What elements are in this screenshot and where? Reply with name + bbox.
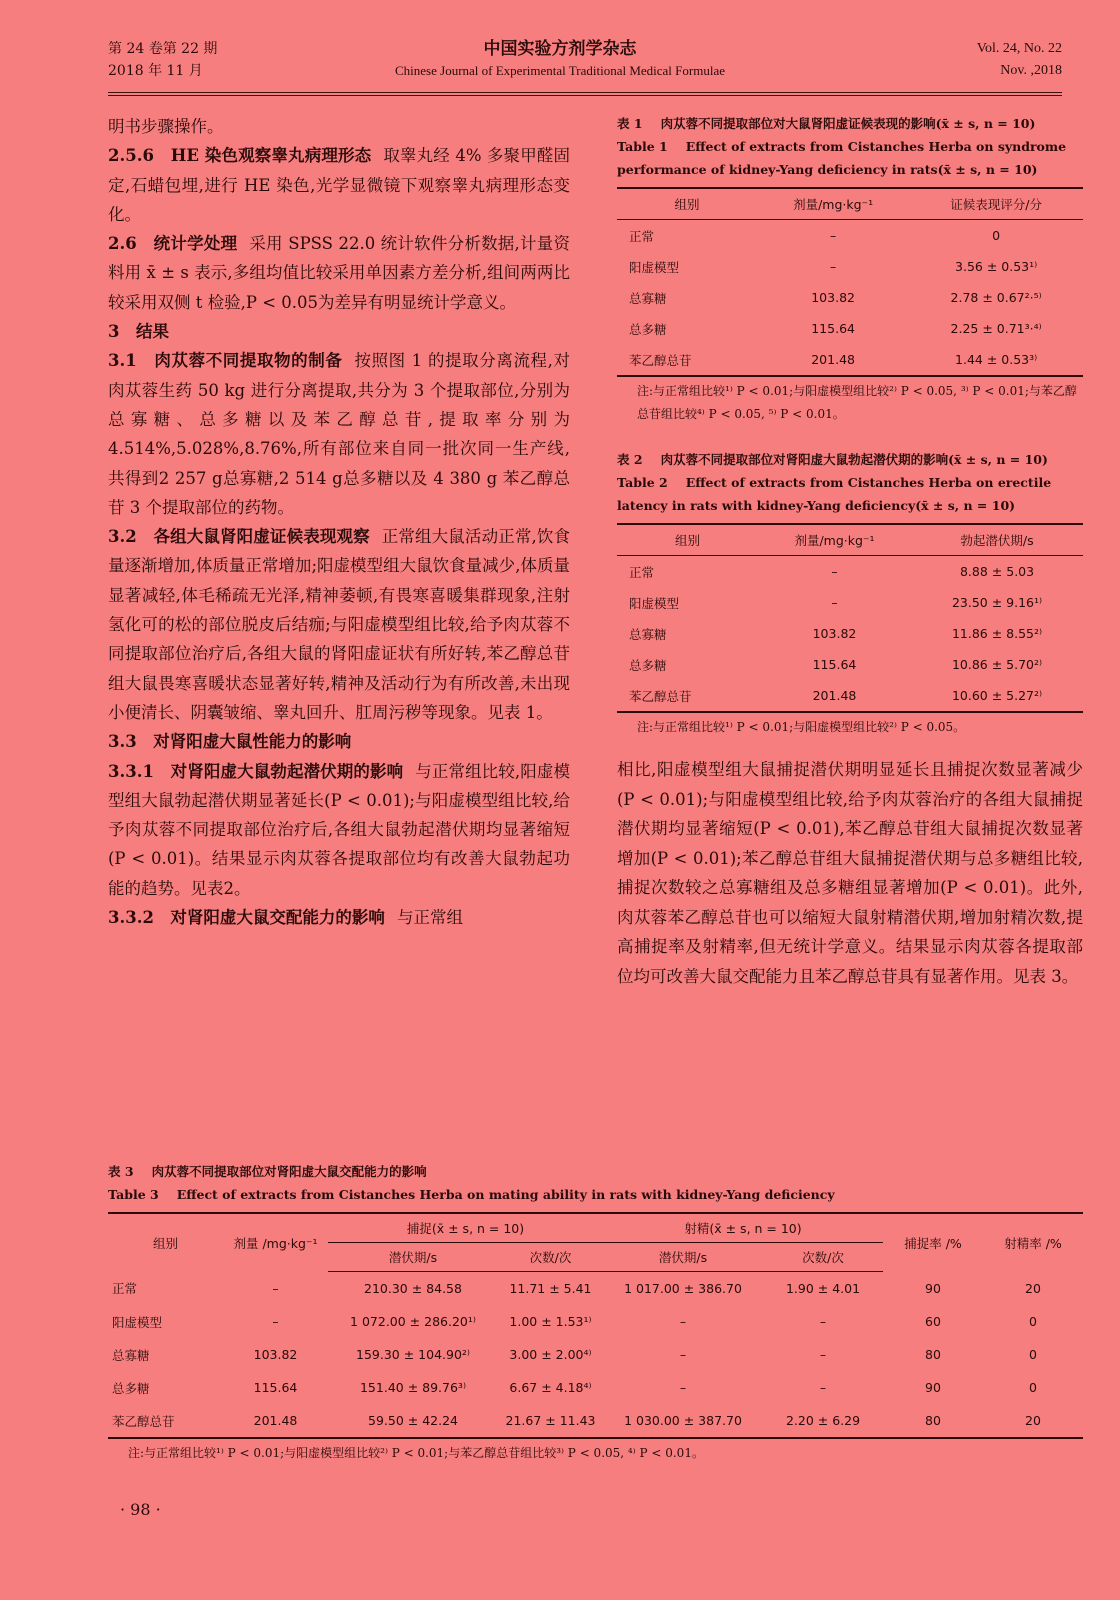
table-cell: 8.88 ± 5.03 [959,564,1035,579]
table-cell: – [829,228,837,243]
table-row [617,680,1083,712]
table-header: 捕捉(x̄ ± s, n = 10) [328,1213,603,1243]
header-center [260,38,860,82]
section-3-3-heading: 3.3 对肾阳虚大鼠性能力的影响 [108,732,352,752]
header-left [108,38,217,82]
table3-caption-en [108,1183,1083,1206]
section-text: 按照图 1 的提取分离流程,对肉苁蓉生药 50 kg 进行分离提取,共分为 3 个提取部位,分别为总寡糖、总多糖以及苯乙醇总苷,提取率分别为 4.514%,5.028%,8.76%,所有部位来自同一批次同一生产线,共得到2 257 g总寡糖,2 514 g总多糖以及 4 380 g 苯乙醇总苷 3 个提取部位的药物。 [108,351,570,517]
table3-note: 注:与正常组比较¹⁾ P < 0.01;与阳虚模型组比较²⁾ P < 0.01;与苯乙醇总苷组比较³⁾ P < 0.05, ⁴⁾ P < 0.01。 [128,1446,704,1460]
table-header: 组别 [617,188,757,220]
table2-number-en: Table 2 [617,475,668,490]
table-cell: 80 [883,1404,983,1438]
table-header: 次数/次 [763,1243,883,1272]
table-cell: 11.86 ± 8.55²⁾ [951,626,1043,641]
table-cell: 苯乙醇总苷 [617,680,758,712]
table-cell: – [819,1314,827,1329]
table-row [617,251,1083,282]
table-cell: 苯乙醇总苷 [108,1404,223,1438]
table-cell: 总多糖 [629,321,667,337]
table-cell: 201.48 [757,344,909,376]
table-header: 次数/次 [498,1243,603,1272]
section-heading: 3.2 各组大鼠肾阳虚证候表现观察 [108,527,370,547]
table-cell: 151.40 ± 89.76³⁾ [359,1380,467,1395]
table1-caption-en [617,135,1083,181]
table-header: 潜伏期/s [328,1243,498,1272]
table-header: 捕捉率 /% [883,1213,983,1272]
table3-number-cn: 表 3 [108,1164,134,1179]
section-3-heading: 3 结果 [108,322,169,342]
table-row [617,649,1083,680]
table-cell: 正常 [629,564,655,580]
table-cell: 80 [925,1347,941,1362]
paragraph: 明书步骤操作。 [108,117,224,136]
table-cell: 103.82 [812,626,857,641]
table-cell: 总寡糖 [629,626,667,642]
table-cell: – [831,595,838,610]
table-cell: – [829,259,837,274]
table3-caption-cn [108,1160,1083,1183]
table-row [617,618,1083,649]
table-cell: – [679,1380,687,1395]
table-cell: 115.64 [812,657,857,672]
table-cell: 总多糖 [629,657,667,673]
left-column [108,112,570,932]
date-cn: 2018 年 11 月 [108,63,203,79]
table-cell: 2.78 ± 0.67²·⁵⁾ [950,290,1042,305]
section-heading: 3.1 肉苁蓉不同提取物的制备 [108,351,343,371]
table-cell: – [831,564,838,579]
table-cell: 0 [1029,1347,1037,1362]
right-column [617,112,1083,991]
table-cell: 201.48 [223,1404,328,1438]
section-heading: 2.6 统计学处理 [108,234,238,254]
table-cell: 阳虚模型 [629,259,680,275]
table-cell: – [819,1347,827,1362]
table-cell: 115.64 [811,321,855,336]
table3-block [108,1160,1083,1465]
table2-caption-cn [617,448,1083,471]
table-row [108,1272,1083,1306]
table-cell: 阳虚模型 [629,595,680,611]
table-header: 剂量/mg·kg⁻¹ [757,188,909,220]
table-cell: 正常 [112,1281,138,1297]
section-heading: 3.3.1 对肾阳虚大鼠勃起潜伏期的影响 [108,761,404,781]
table-cell: 21.67 ± 11.43 [498,1404,603,1438]
header-right [977,38,1062,82]
table-cell: 201.48 [758,680,911,712]
section-text: 正常组大鼠活动正常,饮食量逐渐增加,体质量正常增加;阳虚模型组大鼠饮食量减少,体质量显著减轻,体毛稀疏无光泽,精神萎顿,有畏寒喜暖集群现象,注射氢化可的松的部位脱皮后结痂;与阳虚模型组比较,给予肉苁蓉不同提取部位治疗后,各组大鼠的肾阳虚证状有所好转,苯乙醇总苷组大鼠畏寒喜暖状态显著好转,精神及活动行为有所改善,未出现小便清长、阴囊皱缩、睾丸回升、肛周污秽等现象。见表 1。 [108,527,570,722]
table-cell: 0 [992,228,1001,243]
volume-cn: 第 24 卷第 22 期 [108,41,218,57]
table-cell: 10.60 ± 5.27²⁾ [911,680,1083,712]
table-cell: 正常 [629,228,655,244]
table-cell: 1.44 ± 0.53³⁾ [909,344,1083,376]
table-row [108,1338,1083,1371]
table-cell: 11.71 ± 5.41 [509,1281,592,1296]
table-header: 勃起潜伏期/s [911,524,1083,556]
section-3-3-1 [108,757,570,903]
table2-caption-en [617,471,1083,517]
table-cell: 1 017.00 ± 386.70 [624,1281,742,1296]
header-rule [108,92,1062,93]
table-row [617,313,1083,344]
table2-note: 注:与正常组比较¹⁾ P < 0.01;与阳虚模型组比较²⁾ P < 0.05。 [637,720,966,734]
table-cell: 0 [1029,1314,1037,1329]
table-cell: 10.86 ± 5.70²⁾ [951,657,1043,672]
table2-title-cn: 肉苁蓉不同提取部位对肾阳虚大鼠勃起潜伏期的影响(x̄ ± s, n = 10) [660,452,1048,467]
table-cell: 23.50 ± 9.16¹⁾ [951,595,1043,610]
table-cell: 1.90 ± 4.01 [785,1281,861,1296]
table-header: 组别 [108,1213,223,1272]
table1-caption-cn [617,112,1083,135]
section-3-3-2 [108,903,570,932]
table-header: 剂量/mg·kg⁻¹ [758,524,911,556]
table2-title-en: Effect of extracts from Cistanches Herba on erectile latency in rats with kidney-Yang deficiency(x̄ ± s, n = 10) [617,475,1052,513]
table-cell: 总寡糖 [112,1347,150,1363]
section-text: 与正常组比较,阳虚模型组大鼠勃起潜伏期显著延长(P < 0.01);与阳虚模型组比较,给予肉苁蓉不同提取部位治疗后,各组大鼠勃起潜伏期均显著缩短(P < 0.01)。结果显示肉苁蓉各提取部位均有改善大鼠勃起功能的趋势。见表2。 [108,761,570,898]
section-text: 与正常组 [396,908,463,928]
date-en: Nov. ,2018 [1000,63,1062,78]
table2-number-cn: 表 2 [617,452,643,467]
journal-title-en: Chinese Journal of Experimental Traditional Medical Formulae [395,63,725,78]
table-row [617,344,1083,376]
section-3-1 [108,346,570,522]
table-cell: 159.30 ± 104.90²⁾ [356,1347,470,1362]
table3-title-en: Effect of extracts from Cistanches Herba on mating ability in rats with kidney-Yang deficiency [176,1187,835,1202]
section-heading: 2.5.6 HE 染色观察睾丸病理形态 [108,146,372,166]
section-2-6 [108,229,570,317]
table-cell: 6.67 ± 4.18⁴⁾ [509,1380,592,1395]
table-cell: 阳虚模型 [112,1314,163,1330]
table-cell: 3.56 ± 0.53¹⁾ [955,259,1038,274]
table-cell: 103.82 [811,290,855,305]
table-cell: – [679,1347,687,1362]
table-cell: 210.30 ± 84.58 [364,1281,462,1296]
table-row [108,1305,1083,1338]
table-cell: 0 [1029,1380,1037,1395]
table-cell: – [679,1314,687,1329]
table-cell: 20 [1025,1280,1041,1296]
table-cell: – [272,1280,279,1296]
table-cell: 103.82 [253,1347,298,1362]
volume-en: Vol. 24, No. 22 [976,41,1062,56]
table-cell: 60 [925,1314,941,1329]
table-row [617,556,1083,588]
section-text: 取睾丸经 4% 多聚甲醛固定,石蜡包埋,进行 HE 染色,光学显微镜下观察睾丸病理形态变化。 [108,146,570,224]
table1 [617,187,1083,377]
table-cell: 苯乙醇总苷 [617,344,757,376]
section-text: 采用 SPSS 22.0 统计软件分析数据,计量资料用 x̄ ± s 表示,多组均值比较采用单因素方差分析,组间两两比较采用双侧 t 检验,P < 0.05为差异有明显统计学意义。 [108,234,570,312]
table-header: 证候表现评分/分 [909,188,1083,220]
table-header: 射精(x̄ ± s, n = 10) [603,1213,883,1243]
table-row [108,1404,1083,1438]
table-cell: 3.00 ± 2.00⁴⁾ [509,1347,592,1362]
table-cell: 90 [925,1280,941,1296]
table-cell: 90 [925,1380,941,1395]
journal-title-cn: 中国实验方剂学杂志 [483,39,637,59]
right-paragraph: 相比,阳虚模型组大鼠捕捉潜伏期明显延长且捕捉次数显著减少(P < 0.01);与阳虚模型组比较,给予肉苁蓉治疗的各组大鼠捕捉潜伏期均显著缩短(P < 0.01),苯乙醇总苷组大鼠捕捉次数显著增加(P < 0.01);苯乙醇总苷组大鼠捕捉潜伏期与总多糖组比较,捕捉次数较之总寡糖组及总多糖组显著增加(P < 0.01)。此外,肉苁蓉苯乙醇总苷也可以缩短大鼠射精潜伏期,增加射精次数,提高捕捉率及射精率,但无统计学意义。结果显示肉苁蓉各提取部位均可改善大鼠交配能力且苯乙醇总苷具有显著作用。见表 3。 [617,760,1083,986]
table-header: 组别 [617,524,758,556]
table-cell: 1 030.00 ± 387.70 [603,1404,763,1438]
table-cell: 1 072.00 ± 286.20¹⁾ [350,1314,476,1329]
table-cell: 1.00 ± 1.53¹⁾ [509,1314,592,1329]
table3-title-cn: 肉苁蓉不同提取部位对肾阳虚大鼠交配能力的影响 [151,1164,427,1179]
table-cell: 2.20 ± 6.29 [763,1404,883,1438]
table-row [617,282,1083,313]
table-row [617,587,1083,618]
table-row [108,1371,1083,1404]
table-cell: 总多糖 [112,1380,150,1396]
page-number: · 98 · [120,1500,161,1519]
table-header: 射精率 /% [983,1213,1083,1272]
section-heading: 3.3.2 对肾阳虚大鼠交配能力的影响 [108,908,385,928]
table2 [617,523,1083,713]
section-3-2 [108,522,570,727]
table-header: 剂量 /mg·kg⁻¹ [223,1213,328,1272]
table-cell: 总寡糖 [629,290,667,306]
table1-title-en: Effect of extracts from Cistanches Herba on syndrome performance of kidney-Yang deficiency in rats(x̄ ± s, n = 10) [617,139,1067,177]
header-rule-thin [108,95,1062,96]
table3-number-en: Table 3 [108,1187,159,1202]
table-cell: 20 [983,1404,1083,1438]
section-2-5-6 [108,141,570,229]
table-cell: – [272,1314,279,1329]
table1-title-cn: 肉苁蓉不同提取部位对大鼠肾阳虚证候表现的影响(x̄ ± s, n = 10) [660,116,1036,131]
table-cell: 115.64 [253,1380,298,1395]
table-cell: – [819,1380,827,1395]
table1-note: 注:与正常组比较¹⁾ P < 0.01;与阳虚模型组比较²⁾ P < 0.05, ³⁾ P < 0.01;与苯乙醇总苷组比较⁴⁾ P < 0.05, ⁵⁾ P < 0.01。 [637,384,1077,421]
table-row [617,220,1083,252]
table-cell: 2.25 ± 0.71³·⁴⁾ [950,321,1042,336]
table3 [108,1212,1083,1439]
table-cell: 59.50 ± 42.24 [328,1404,498,1438]
table1-number-cn: 表 1 [617,116,643,131]
table-header: 潜伏期/s [603,1243,763,1272]
table1-number-en: Table 1 [617,139,668,154]
